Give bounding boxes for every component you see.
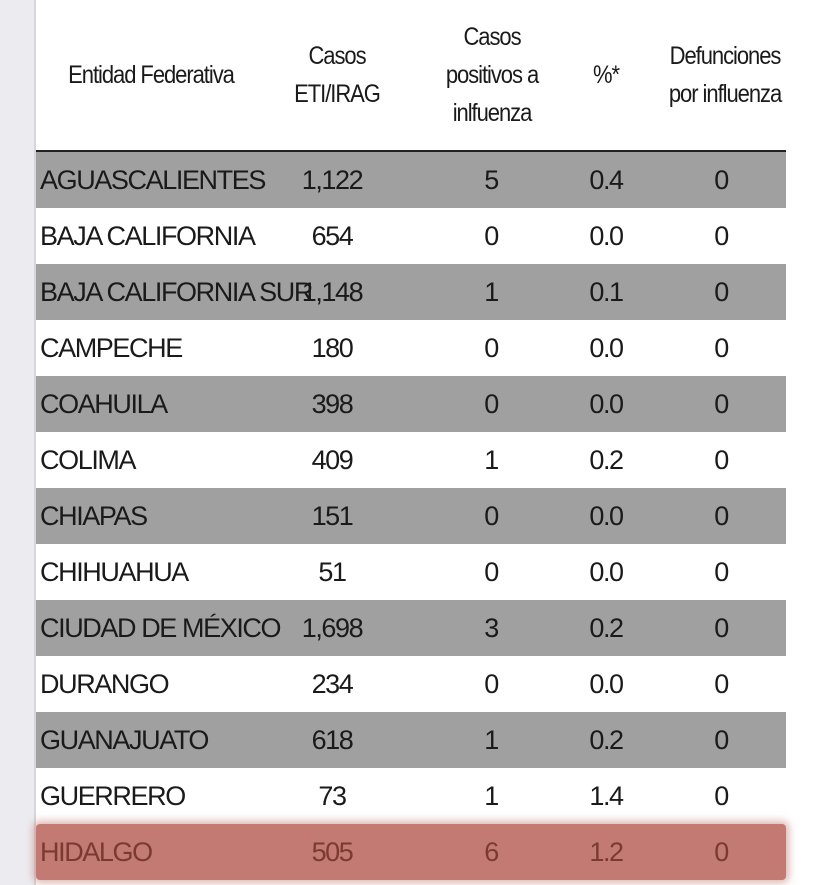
cell-defunciones: 0 — [714, 556, 728, 587]
table-header — [36, 0, 786, 152]
cell-entidad: BAJA CALIFORNIA — [40, 220, 255, 251]
cell-pct: 0.0 — [589, 556, 623, 587]
cell-positivos: 0 — [484, 500, 498, 531]
cell-pct: 0.0 — [589, 668, 623, 699]
table-row — [36, 656, 786, 712]
cell-positivos: 0 — [484, 388, 498, 419]
cell-entidad: COAHUILA — [40, 388, 167, 419]
cell-entidad: GUERRERO — [40, 780, 185, 811]
influenza-table — [36, 0, 786, 880]
cell-entidad: AGUASCALIENTES — [40, 164, 265, 195]
cell-positivos: 0 — [484, 220, 498, 251]
table-row — [36, 824, 786, 880]
cell-positivos: 0 — [484, 556, 498, 587]
cell-entidad: CHIHUAHUA — [40, 556, 188, 587]
cell-pct: 0.0 — [589, 220, 623, 251]
cell-pct: 0.4 — [589, 164, 623, 195]
cell-casos: 654 — [311, 220, 353, 251]
cell-entidad: CHIAPAS — [40, 500, 147, 531]
cell-casos: 151 — [311, 500, 353, 531]
cell-positivos: 1 — [484, 724, 498, 755]
cell-entidad: HIDALGO — [40, 836, 152, 867]
cell-positivos: 1 — [484, 780, 498, 811]
cell-casos: 1,148 — [301, 276, 363, 307]
cell-pct: 0.0 — [589, 388, 623, 419]
header-defunciones-line-1: Defunciones — [669, 42, 781, 70]
header-defunciones-line-2: por influenza — [668, 80, 782, 108]
cell-defunciones: 0 — [714, 388, 728, 419]
cell-defunciones: 0 — [714, 612, 728, 643]
cell-defunciones: 0 — [714, 724, 728, 755]
cell-defunciones: 0 — [714, 444, 728, 475]
cell-casos: 409 — [311, 444, 353, 475]
cell-positivos: 0 — [484, 668, 498, 699]
cell-defunciones: 0 — [714, 332, 728, 363]
cell-pct: 1.4 — [589, 780, 623, 811]
cell-casos: 73 — [318, 780, 346, 811]
table-row — [36, 432, 786, 488]
header-casos-eti — [273, 0, 401, 150]
cell-casos: 505 — [311, 836, 353, 867]
cell-casos: 1,122 — [301, 164, 363, 195]
cell-positivos: 6 — [484, 836, 498, 867]
cell-casos: 398 — [311, 388, 353, 419]
table-row — [36, 488, 786, 544]
cell-defunciones: 0 — [714, 836, 728, 867]
cell-casos: 1,698 — [301, 612, 363, 643]
cell-entidad: CIUDAD DE MÉXICO — [40, 612, 281, 643]
table-body — [36, 152, 786, 880]
cell-casos: 234 — [311, 668, 353, 699]
cell-entidad: GUANAJUATO — [40, 724, 209, 755]
header-casos-positivos — [441, 0, 543, 150]
cell-pct: 0.0 — [589, 500, 623, 531]
cell-pct: 0.1 — [589, 276, 623, 307]
cell-positivos: 5 — [484, 164, 498, 195]
header-casos-positivos-line-2: positivos a — [445, 61, 539, 89]
cell-positivos: 1 — [484, 444, 498, 475]
cell-defunciones: 0 — [714, 164, 728, 195]
cell-pct: 0.2 — [589, 724, 623, 755]
header-entidad-label: Entidad Federativa — [68, 61, 234, 89]
header-entidad — [59, 0, 244, 150]
table-row — [36, 264, 786, 320]
header-pct-label: %* — [592, 61, 620, 89]
header-defunciones — [664, 0, 785, 150]
cell-positivos: 3 — [484, 612, 498, 643]
table-row — [36, 320, 786, 376]
table-row — [36, 600, 786, 656]
table-row — [36, 208, 786, 264]
table-row — [36, 152, 786, 208]
header-casos-positivos-line-3: inlfuenza — [452, 99, 532, 127]
table-row — [36, 712, 786, 768]
cell-defunciones: 0 — [714, 276, 728, 307]
cell-entidad: CAMPECHE — [40, 332, 182, 363]
cell-entidad: DURANGO — [40, 668, 169, 699]
cell-defunciones: 0 — [714, 500, 728, 531]
cell-positivos: 0 — [484, 332, 498, 363]
cell-casos: 618 — [311, 724, 353, 755]
header-casos-eti-label: Casos ETI/IRAG — [294, 42, 380, 108]
cell-pct: 0.2 — [589, 612, 623, 643]
table-row — [36, 544, 786, 600]
table-row — [36, 768, 786, 824]
cell-pct: 0.0 — [589, 332, 623, 363]
left-gutter — [0, 0, 36, 885]
cell-casos: 180 — [311, 332, 353, 363]
header-pct — [585, 0, 627, 150]
cell-defunciones: 0 — [714, 220, 728, 251]
cell-casos: 51 — [318, 556, 346, 587]
cell-entidad: COLIMA — [40, 444, 136, 475]
table-row — [36, 376, 786, 432]
cell-defunciones: 0 — [714, 668, 728, 699]
cell-defunciones: 0 — [714, 780, 728, 811]
cell-pct: 0.2 — [589, 444, 623, 475]
cell-positivos: 1 — [484, 276, 498, 307]
header-casos-positivos-line-1: Casos — [463, 23, 521, 51]
cell-entidad: BAJA CALIFORNIA SUR — [40, 276, 312, 307]
cell-pct: 1.2 — [589, 836, 623, 867]
